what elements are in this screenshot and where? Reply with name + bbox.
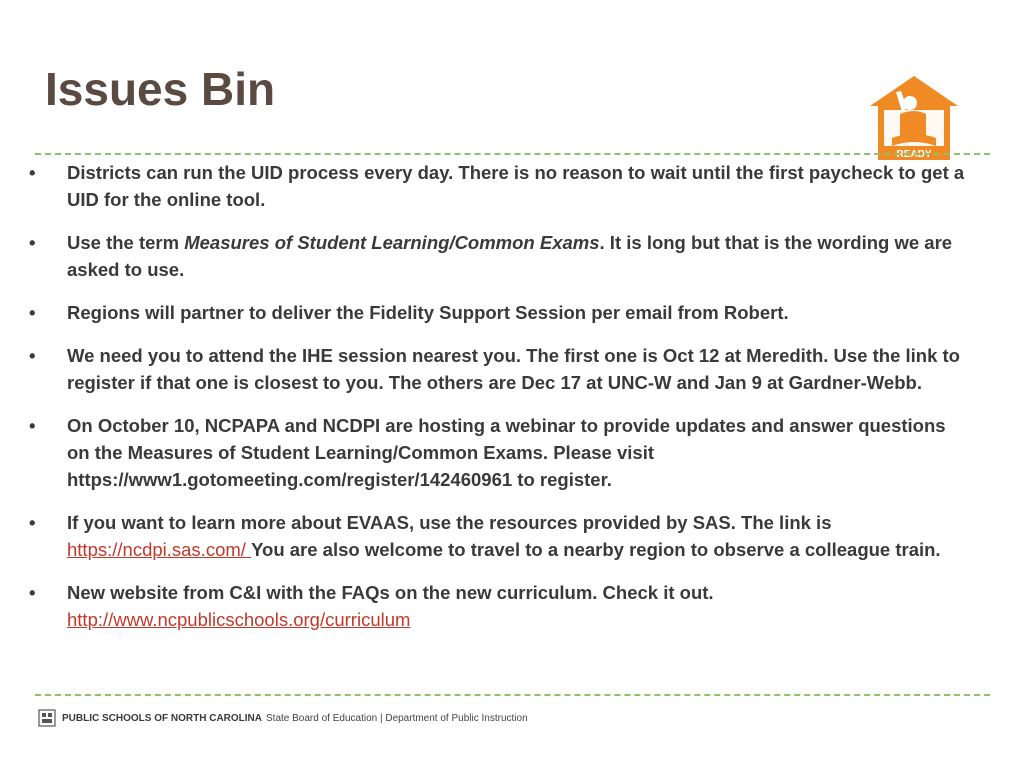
bullet-dot: • [29, 302, 36, 323]
bullet-item [25, 299, 970, 326]
logo-text: READY [896, 149, 932, 160]
sas-link[interactable]: https://ncdpi.sas.com/ [67, 539, 252, 560]
bullet-item [25, 159, 970, 213]
bullet-dot: • [29, 582, 36, 603]
bottom-divider [35, 694, 990, 696]
bullet-text-pre: Use the term [67, 232, 185, 253]
bullet-text: Regions will partner to deliver the Fidelity Support Session per email from Robert. [67, 302, 789, 323]
bullet-dot: • [29, 232, 36, 253]
slide-title: Issues Bin [45, 63, 276, 115]
footer [38, 708, 528, 728]
top-divider [35, 153, 990, 155]
footer-org: PUBLIC SCHOOLS OF NORTH CAROLINA [62, 712, 262, 724]
bullet-dot: • [29, 512, 36, 533]
bullet-text-pre: If you want to learn more about EVAAS, use the resources provided by SAS. The link is [67, 512, 832, 533]
bullet-text-post: You are also welcome to travel to a nearby region to observe a colleague train. [251, 539, 941, 560]
ready-logo [870, 76, 958, 162]
bullet-item [25, 509, 970, 563]
logo-figure-body [900, 111, 926, 136]
footer-subtitle: State Board of Education | Department of Public Instruction [266, 712, 528, 724]
bullet-dot: • [29, 415, 36, 436]
bullet-item [25, 412, 970, 493]
bullet-dot: • [29, 345, 36, 366]
bullet-text-emphasis: Measures of Student Learning/Common Exams [184, 232, 600, 253]
curriculum-link[interactable]: http://www.ncpublicschools.org/curriculum [67, 609, 411, 630]
bullet-item [25, 342, 970, 396]
bullet-text: We need you to attend the IHE session nearest you. The first one is Oct 12 at Meredith. Use the link to register if that one is closest to you. The others are Dec 17 at UNC-W and Jan 9 at Gardner-Webb. [67, 345, 960, 393]
bullet-text: On October 10, NCPAPA and NCDPI are hosting a webinar to provide updates and answer questions on the Measures of Student Learning/Common Exams. Please visit https://www1.gotomeeting.com/register/142460961 to register. [67, 415, 946, 490]
bullet-list [25, 159, 970, 649]
bullet-dot: • [29, 162, 36, 183]
bullet-text: Districts can run the UID process every day. There is no reason to wait until the first paycheck to get a UID for the online tool. [67, 162, 965, 210]
bullet-item [25, 229, 970, 283]
bullet-item [25, 579, 970, 633]
ncdpi-seal-icon [38, 709, 56, 727]
bullet-text-pre: New website from C&I with the FAQs on the new curriculum. Check it out. [67, 582, 714, 603]
bullet-text-post: . It is long but that is the wording we are asked to use. [67, 232, 953, 280]
